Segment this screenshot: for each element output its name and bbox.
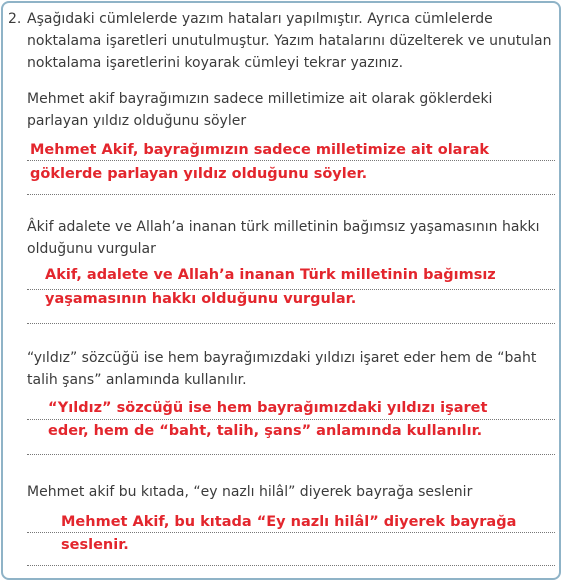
item-2-answer-line-2: yaşamasının hakkı olduğunu vurgular.	[45, 291, 357, 307]
item-1-answer-line-2: göklerde parlayan yıldız olduğunu söyler.	[30, 166, 368, 182]
item-2-answer-line-1: Akif, adalete ve Allah’a inanan Türk milletinin bağımsız	[45, 267, 496, 283]
item-1-writing-line-2	[27, 194, 555, 195]
item-4-answer-line-1: Mehmet Akif, bu kıtada “Ey nazlı hilâl” diyerek bayrağa	[61, 514, 517, 530]
item-4-writing-line-2	[27, 565, 555, 566]
item-3-answer-line-2: eder, hem de “baht, talih, şans” anlamında kullanılır.	[48, 423, 483, 439]
item-4-prompt: Mehmet akif bu kıtada, “ey nazlı hilâl” diyerek bayrağa seslenir	[27, 484, 473, 500]
question-instruction: Aşağıdaki cümlelerde yazım hataları yapılmıştır. Ayrıca cümlelerde noktalama işaretleri unutulmuştur. Yazım hatalarını düzelterek ve unutulan noktalama işaretlerini koyarak cümleyi tekrar yazınız.	[27, 11, 552, 71]
item-3-prompt: “yıldız” sözcüğü ise hem bayrağımızdaki yıldızı işaret eder hem de “baht talih şans” anlamında kullanılır.	[27, 350, 537, 388]
question-number: 2.	[8, 11, 22, 27]
item-1-answer-line-1: Mehmet Akif, bayrağımızın sadece milletimize ait olarak	[30, 142, 490, 158]
item-2-writing-line-2	[27, 323, 555, 324]
item-2-prompt: Âkif adalete ve Allah’a inanan türk milletinin bağımsız yaşamasının hakkı olduğunu vurgular	[27, 219, 540, 257]
item-1-writing-line-1	[27, 160, 555, 161]
item-4-answer-line-2: seslenir.	[61, 537, 129, 553]
item-3-writing-line-2	[27, 454, 555, 455]
item-1-prompt: Mehmet akif bayrağımızın sadece milletimize ait olarak göklerdeki parlayan yıldız olduğunu söyler	[27, 91, 493, 129]
item-3-answer-line-1: “Yıldız” sözcüğü ise hem bayrağımızdaki yıldızı işaret	[48, 400, 488, 416]
item-4-writing-line-1	[27, 532, 555, 533]
